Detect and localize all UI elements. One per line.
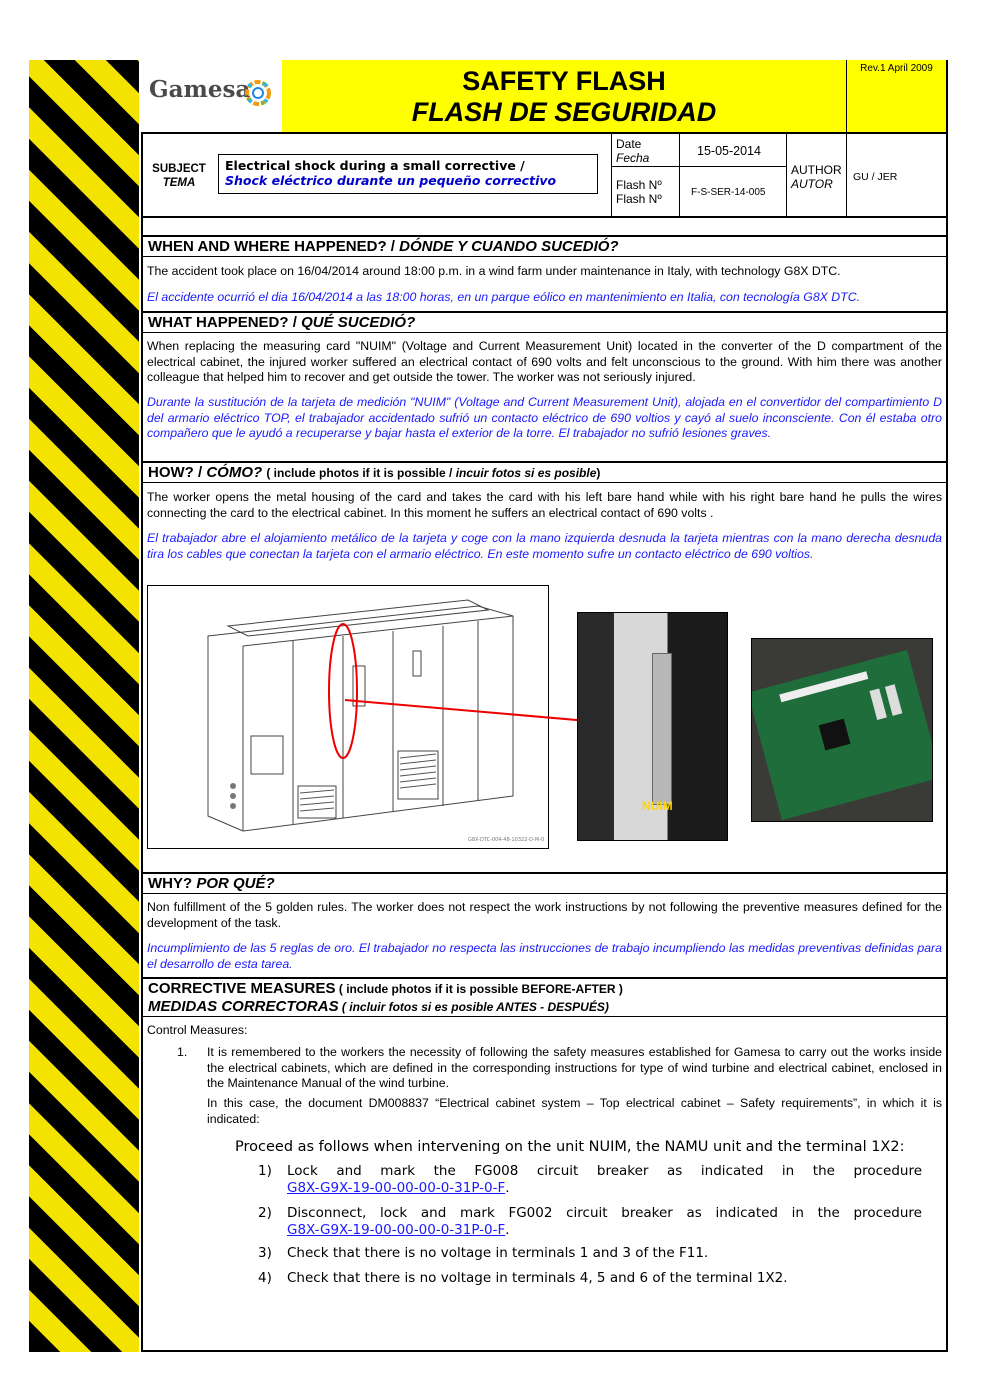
item-text-2: In this case, the document DM008837 “Electrical cabinet system – Top electrical cabinet – Safety requirements”, in which it is indicated: [207,1096,942,1126]
author-value: GU / JER [853,171,898,183]
how-note-end: ) [596,466,601,480]
divider [786,134,787,216]
logo-cell [141,60,283,132]
procedure-step-text [287,1245,922,1262]
flash-label-1: Flash Nº [616,178,662,192]
procedure-link[interactable]: G8X-G9X-19-00-00-00-0-31P-0-F [287,1222,506,1238]
revision-cell: Rev.1 April 2009 [847,60,946,132]
title-es: FLASH DE SEGURIDAD [411,97,717,127]
section-why-title-en: WHY? [148,875,197,892]
section-when-title-es: DÓNDE Y CUANDO SUCEDIÓ? [399,238,619,255]
section-what-header [143,311,946,333]
subject-label [149,162,209,190]
item-text: It is remembered to the workers the necessity of following the safety measures established for Gamesa to carry out the works inside the electrical cabinets, which are defined in the corresponding instructions for type of wind turbine and electrical cabinet, enclosed in the Maintenance Manual of the wind turbine. [207,1045,942,1090]
procedure-step-number: 2) [258,1205,272,1221]
procedure-step-number: 3) [258,1245,272,1261]
section-how-note [266,466,600,480]
corrective-title-line-es [148,998,941,1016]
connector [869,688,886,720]
title-en: SAFETY FLASH [462,66,666,96]
section-how-title-es: CÓMO? [206,464,263,481]
circuit-board [751,650,933,820]
procedure-step-label: Disconnect, lock and mark FG002 circuit breaker as indicated in the procedure [287,1205,922,1221]
procedure-step-text [287,1270,922,1287]
subject-text-box [218,154,598,194]
divider [611,166,786,167]
when-text-en: The accident took place on 16/04/2014 around 18:00 p.m. in a wind farm under maintenance in Italy, with technology G8X DTC. [147,264,841,278]
divider [679,134,680,216]
item-number: 1. [177,1045,188,1059]
date-label-es: Fecha [616,151,650,165]
control-measures-label: Control Measures: [147,1023,248,1037]
nuim-photo-label: NUIM [642,799,673,813]
subject-label-es: TEMA [162,177,196,189]
how-text-es: El trabajador abre el alojamiento metálico de la tarjeta y coge con la mano izquierda desnuda la tarjeta mientras con la mano derecha desnuda tira los cables que conectan la tarjeta con el armario eléctrico. En este momento sufre un contacto eléctrico de 690 voltios. [147,531,942,561]
connector [885,684,902,716]
gamesa-logo-icon [243,78,273,108]
corrective-note-es: ( incluir fotos si es posible ANTES - DESPUÉS) [338,1000,609,1014]
drawing-code: G8X-DTC-004-48-10322-D-M-0 [468,837,545,843]
corrective-title-line-en [148,980,941,998]
section-why-header [143,872,946,894]
section-corrective-header [143,977,946,1017]
procedure-step-end: . [505,1180,510,1196]
flash-number: F-S-SER-14-005 [691,187,766,198]
why-text-en: Non fulfillment of the 5 golden rules. The worker does not respect the work instructions by not following the preventive measures defined for the development of the task. [147,900,942,930]
section-when-title-en: WHEN AND WHERE HAPPENED? / [148,238,400,255]
flash-label-2: Flash Nº [616,192,662,206]
date-value: 15-05-2014 [697,144,761,158]
why-text-es: Incumplimiento de las 5 reglas de oro. El trabajador no respecta las instrucciones de trabajo incumpliendo las medidas preventivas definidas para el desarrollo de esta tarea. [147,941,942,971]
company-logo-text: Gamesa [149,76,251,103]
procedure-step-number: 4) [258,1270,272,1286]
subject-label-en: SUBJECT [152,163,206,175]
section-how-title-en: HOW? / [148,464,207,481]
what-text-en: When replacing the measuring card "NUIM" (Voltage and Current Measurement Unit) located in the converter of the D compartment of the electrical cabinet, the injured worker suffered an electrical contact of 690 volts and felt unconscious to the ground. With him there was another colleague that helped him to recover and get outside the tower. The worker was not seriously injured. [147,339,942,384]
how-text-en: The worker opens the metal housing of the card and takes the card with his left bare hand while with his right bare hand he pulls the wires connecting the card to the electrical cabinet. In this moment he suffers an electrical contact of 690 volts . [147,490,942,520]
author-label-en: AUTHOR [791,163,842,177]
how-note-en: ( include photos if it is possible / [266,466,456,480]
author-label-es: AUTOR [791,177,833,191]
divider [846,134,847,216]
what-text-es: Durante la sustitución de la tarjeta de medición "NUIM" (Voltage and Current Measurement Unit), alojada en el convertidor del compartimiento D del armario eléctrico TOP, el trabajador accidentado sufrió un contacto eléctrico de 690 voltios y cayó al suelo inconsciente. Con él estaba otro compañero que le ayudó a recuperarse y bajar hasta el exterior de la torre. El trabajador no sufrió lesiones graves. [147,395,942,440]
procedure-step-text [287,1163,922,1197]
procedure-step-end: . [505,1222,510,1238]
section-what-title-en: WHAT HAPPENED? / [148,314,302,331]
subject-row [141,134,948,218]
procedure-step-label: Check that there is no voltage in terminals 1 and 3 of the F11. [287,1245,709,1261]
procedure-step-text [287,1205,922,1239]
chip [819,719,851,751]
date-label [616,137,649,165]
procedure-step-label: Lock and mark the FG008 circuit breaker as indicated in the procedure [287,1163,922,1179]
procedure-link[interactable]: G8X-G9X-19-00-00-00-0-31P-0-F [287,1180,506,1196]
title-cell [282,60,847,132]
date-label-en: Date [616,137,642,151]
circuit-board-photo [751,638,933,822]
section-why-title-es: POR QUÉ? [196,875,275,892]
procedure-step-label: Check that there is no voltage in terminals 4, 5 and 6 of the terminal 1X2. [287,1270,788,1286]
how-note-es: incuir fotos si es posible [455,466,597,480]
hazard-stripe-border [29,60,139,1352]
corrective-note-en: ( include photos if it is possible BEFORE-AFTER ) [335,982,623,996]
section-what-title-es: QUÉ SUCEDIÓ? [301,314,416,331]
nuim-card [652,653,672,805]
corrective-title-es: MEDIDAS CORRECTORAS [148,998,339,1015]
procedure-intro: Proceed as follows when intervening on the unit NUIM, the NAMU unit and the terminal 1X2: [235,1139,905,1155]
flash-label [616,178,662,206]
nuim-photo [577,612,728,841]
section-when-header [143,235,946,257]
when-text-es: El accidente ocurrió el dia 16/04/2014 a las 18:00 horas, en un parque eólico en mantenimiento en Italia, con tecnología G8X DTC. [147,290,860,304]
connector [779,671,868,702]
divider [611,134,612,216]
header [141,60,948,134]
procedure-step-number: 1) [258,1163,272,1179]
author-label [791,163,842,191]
corrective-title-en: CORRECTIVE MEASURES [148,980,336,997]
subject-text-en: Electrical shock during a small corrective / [225,158,525,173]
subject-text-es: Shock eléctrico durante un pequeño correctivo [225,173,557,188]
section-how-header [143,461,946,483]
